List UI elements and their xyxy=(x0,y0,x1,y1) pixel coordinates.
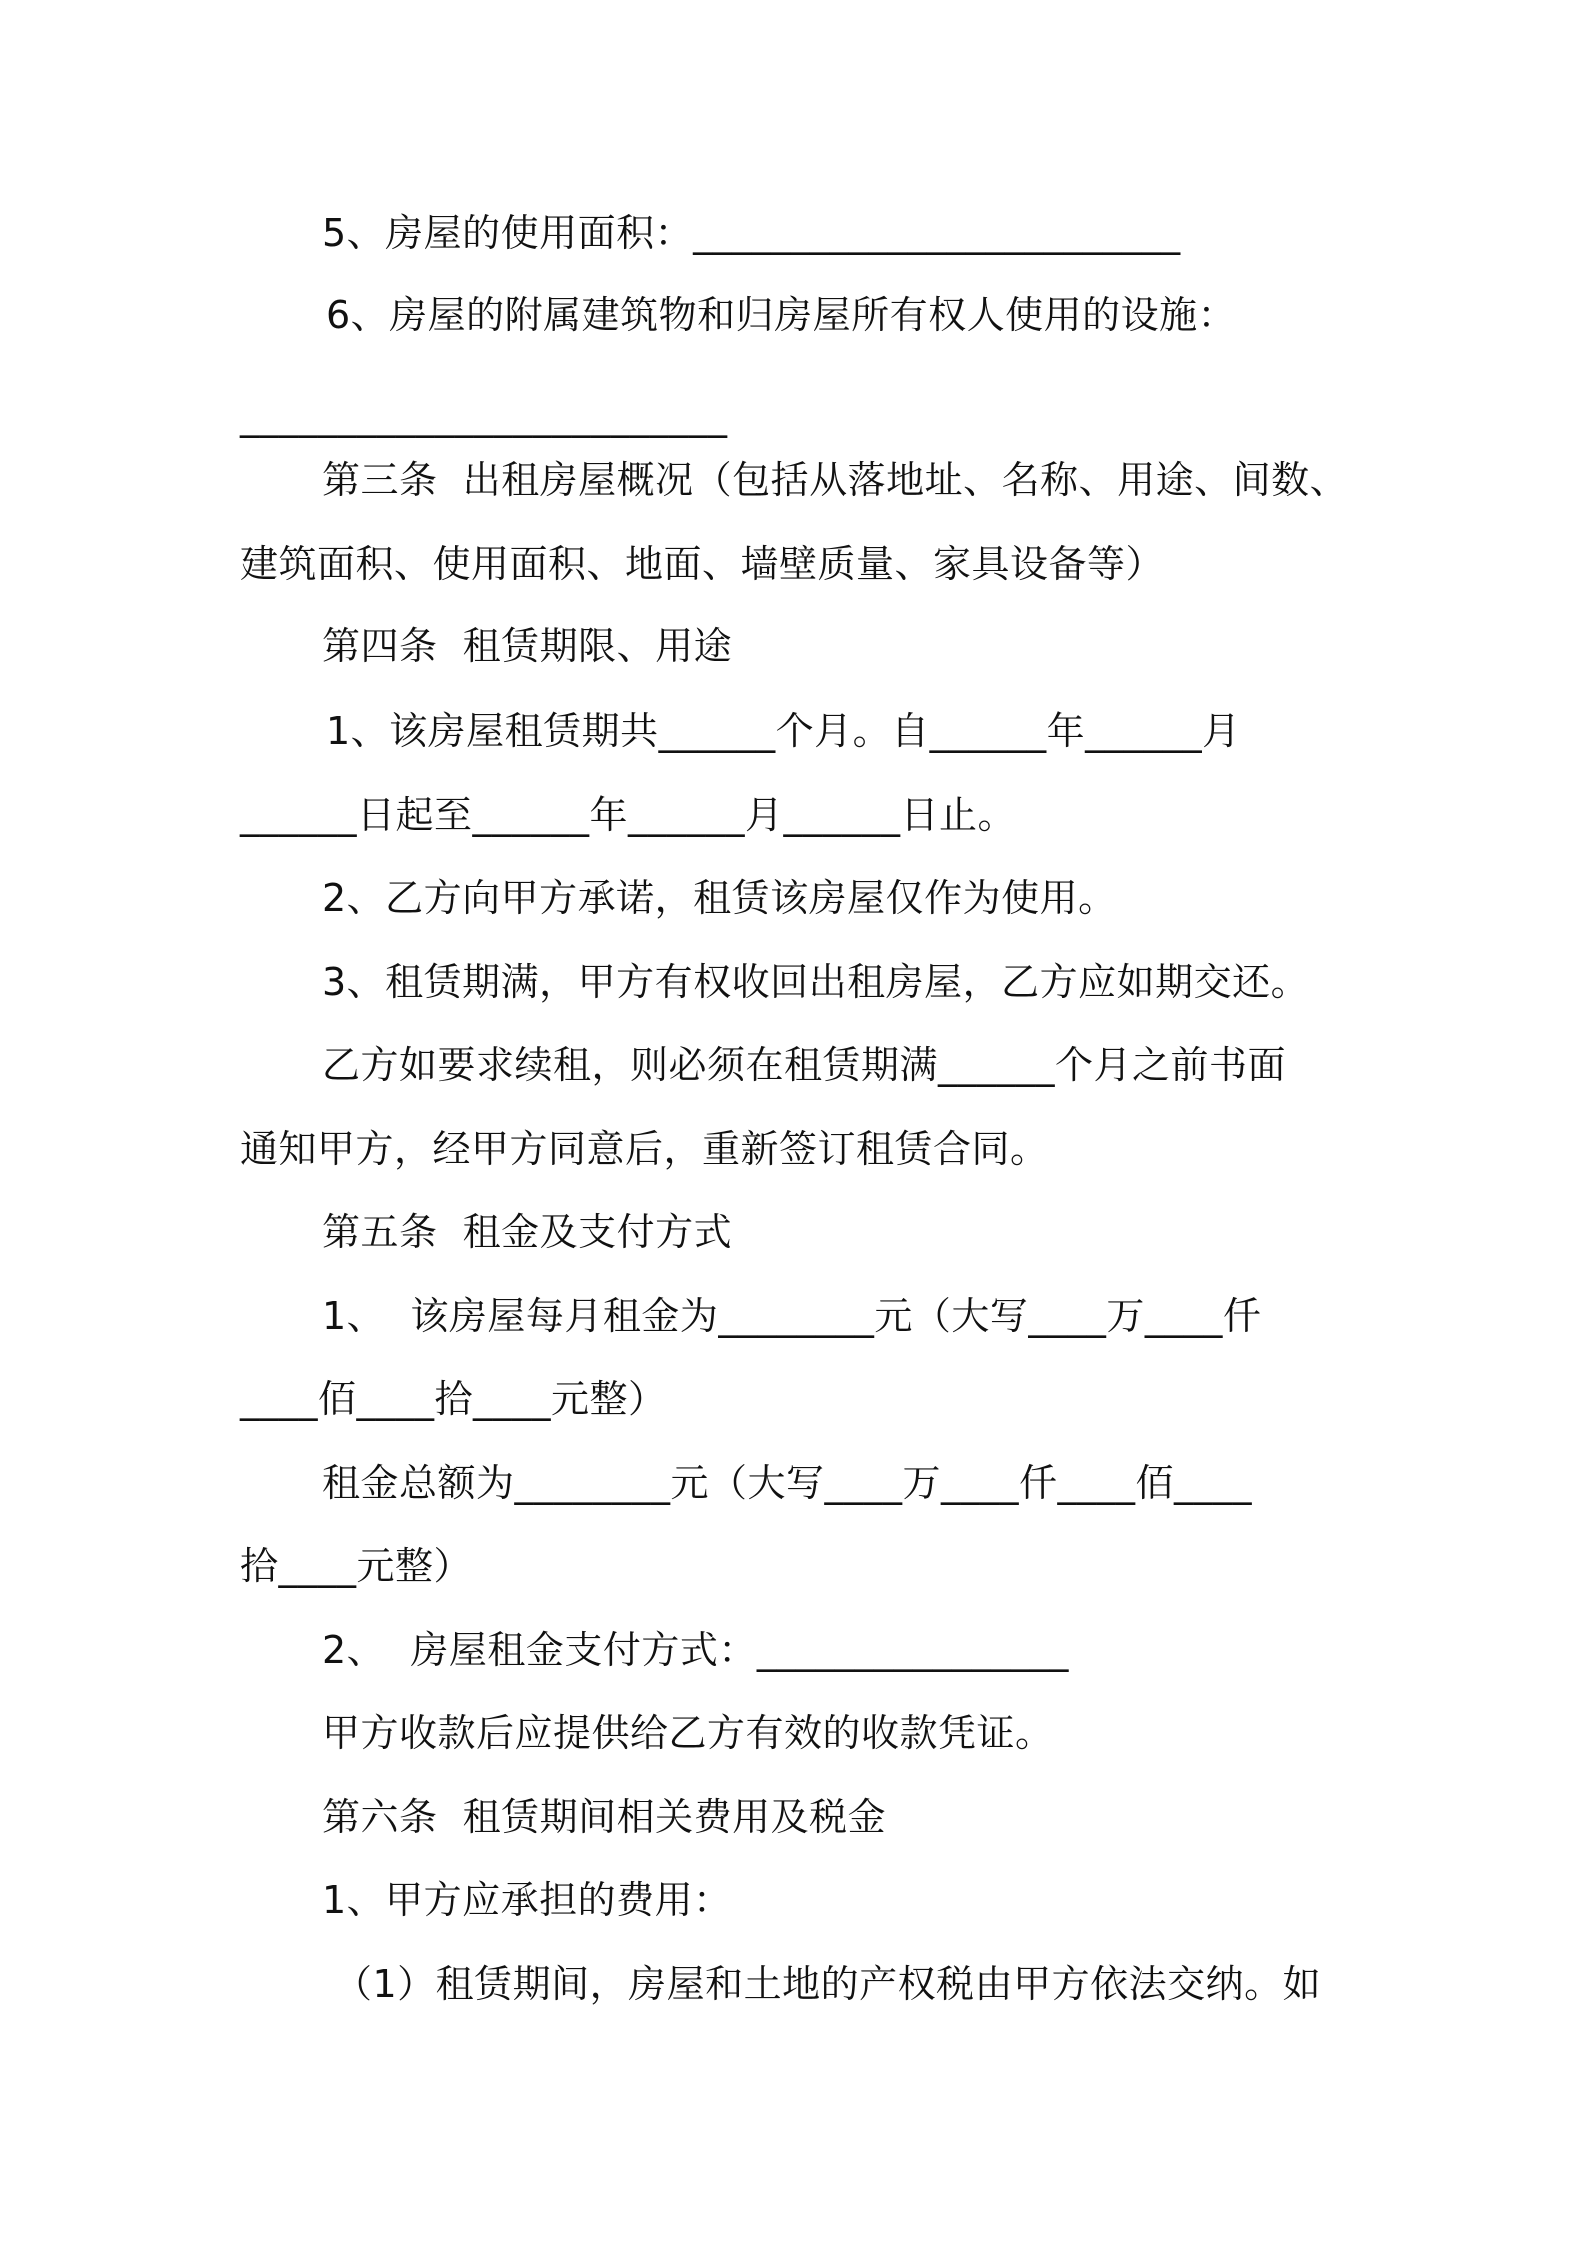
total-rent-continued: 拾____元整） xyxy=(240,1544,473,1588)
article-4-item-2: 2、乙方向甲方承诺，租赁该房屋仅作为使用。 xyxy=(322,876,1117,920)
article-5-item-1-continued: ____佰____拾____元整） xyxy=(240,1377,667,1421)
renewal-notice: 乙方如要求续租，则必须在租赁期满______个月之前书面 xyxy=(322,1043,1287,1087)
clause-6-blank: _________________________ xyxy=(240,394,728,438)
article-6-item-1-sub-1: （1）租赁期间，房屋和土地的产权税由甲方依法交纳。如 xyxy=(334,1962,1322,2006)
article-6-heading: 第六条 租赁期间相关费用及税金 xyxy=(322,1795,887,1839)
article-3-heading: 第三条 出租房屋概况（包括从落地址、名称、用途、间数、 xyxy=(322,458,1349,502)
receipt-note: 甲方收款后应提供给乙方有效的收款凭证。 xyxy=(322,1711,1054,1755)
article-5-item-1: 1、 该房屋每月租金为________元（大写____万____仟 xyxy=(322,1294,1262,1338)
article-4-item-1-continued: ______日起至______年______月______日止。 xyxy=(240,793,1017,837)
clause-5-usable-area: 5、房屋的使用面积：_________________________ xyxy=(322,211,1181,255)
article-3-continuation: 建筑面积、使用面积、地面、墙壁质量、家具设备等） xyxy=(240,542,1165,586)
article-6-item-1: 1、甲方应承担的费用： xyxy=(322,1878,732,1922)
article-5-item-2: 2、 房屋租金支付方式：________________ xyxy=(322,1628,1069,1672)
article-4-item-1: 1、该房屋租赁期共______个月。自______年______月 xyxy=(326,709,1241,753)
total-rent: 租金总额为________元（大写____万____仟____佰____ xyxy=(322,1461,1253,1505)
article-4-item-3: 3、租赁期满，甲方有权收回出租房屋，乙方应如期交还。 xyxy=(322,960,1310,1004)
renewal-notice-continued: 通知甲方，经甲方同意后，重新签订租赁合同。 xyxy=(240,1127,1049,1171)
article-5-heading: 第五条 租金及支付方式 xyxy=(322,1210,733,1254)
clause-6-facilities: 6、房屋的附属建筑物和归房屋所有权人使用的设施： xyxy=(326,293,1237,337)
article-4-heading: 第四条 租赁期限、用途 xyxy=(322,624,733,668)
